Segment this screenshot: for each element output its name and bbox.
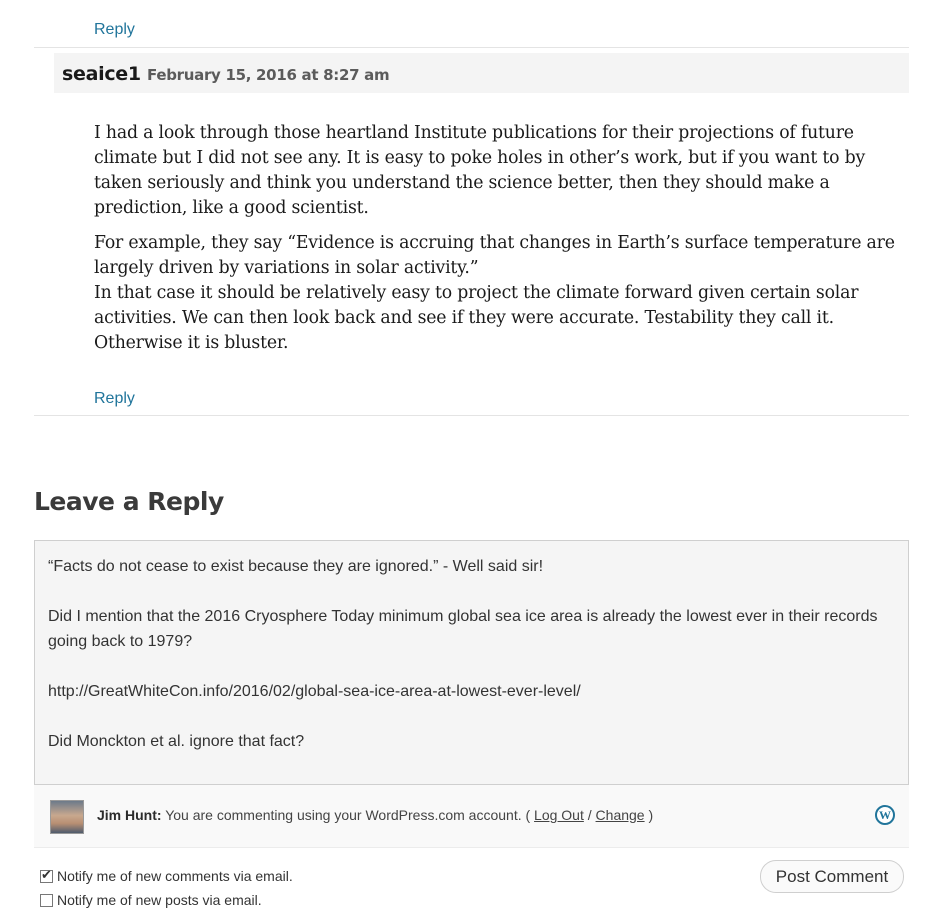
textarea-content [48,554,888,779]
comment-textarea[interactable] [34,540,909,785]
comment-author[interactable]: seaice1 [62,63,141,85]
comment-divider [34,415,909,416]
comment-body [94,121,909,356]
previous-comment-reply-link[interactable]: Reply [94,21,135,38]
notify-posts-option [40,892,262,908]
textarea-line: Did Monckton et al. ignore that fact? [48,733,305,750]
identity-closing: ) [644,807,654,823]
notify-comments-checkbox[interactable] [40,870,53,883]
textarea-line: “Facts do not cease to exist because they are ignored.” - Well said sir! [48,558,544,575]
notify-comments-option [40,868,293,884]
comment-quote-line: For example, they say “Evidence is accruing that changes in Earth’s surface temperature are largely driven by variations in solar activity.” [94,233,895,278]
textarea-line: Did I mention that the 2016 Cryosphere Today minimum global sea ice area is already the lowest ever in their records going back to 1979? [48,608,878,650]
log-out-link[interactable]: Log Out [534,807,584,823]
notify-comments-label[interactable]: Notify me of new comments via email. [57,868,293,884]
identity-separator: / [583,807,596,823]
avatar [50,800,84,834]
identity-message: You are commenting using your WordPress.com account. ( [161,807,535,823]
identity-bar [34,785,909,848]
comment-date[interactable]: February 15, 2016 at 8:27 am [147,66,390,84]
notify-posts-checkbox[interactable] [40,894,53,907]
comment-header [54,53,909,93]
comment-reply-link[interactable]: Reply [94,390,135,407]
comment-paragraph: I had a look through those heartland Institute publications for their projections of future climate but I did not see any. It is easy to poke holes in other’s work, but if you want to by taken seriously and think you understand the science better, then they should make a prediction, like a good scientist. [94,123,866,218]
textarea-line: http://GreatWhiteCon.info/2016/02/global-sea-ice-area-at-lowest-ever-level/ [48,683,581,700]
notify-posts-label[interactable]: Notify me of new posts via email. [57,892,262,908]
post-comment-button[interactable]: Post Comment [760,860,904,893]
change-account-link[interactable]: Change [595,807,645,823]
leave-reply-title: Leave a Reply [34,487,224,516]
wordpress-icon: W [875,805,895,825]
comment-followup-line: In that case it should be relatively easy to project the climate forward given certain solar activities. We can then look back and see if they were accurate. Testability they call it. Otherwise it is bluster. [94,283,859,353]
comment-divider [34,47,909,48]
identity-user-name: Jim Hunt: [97,807,162,823]
comment-paragraph [94,231,909,356]
identity-text [97,807,653,823]
